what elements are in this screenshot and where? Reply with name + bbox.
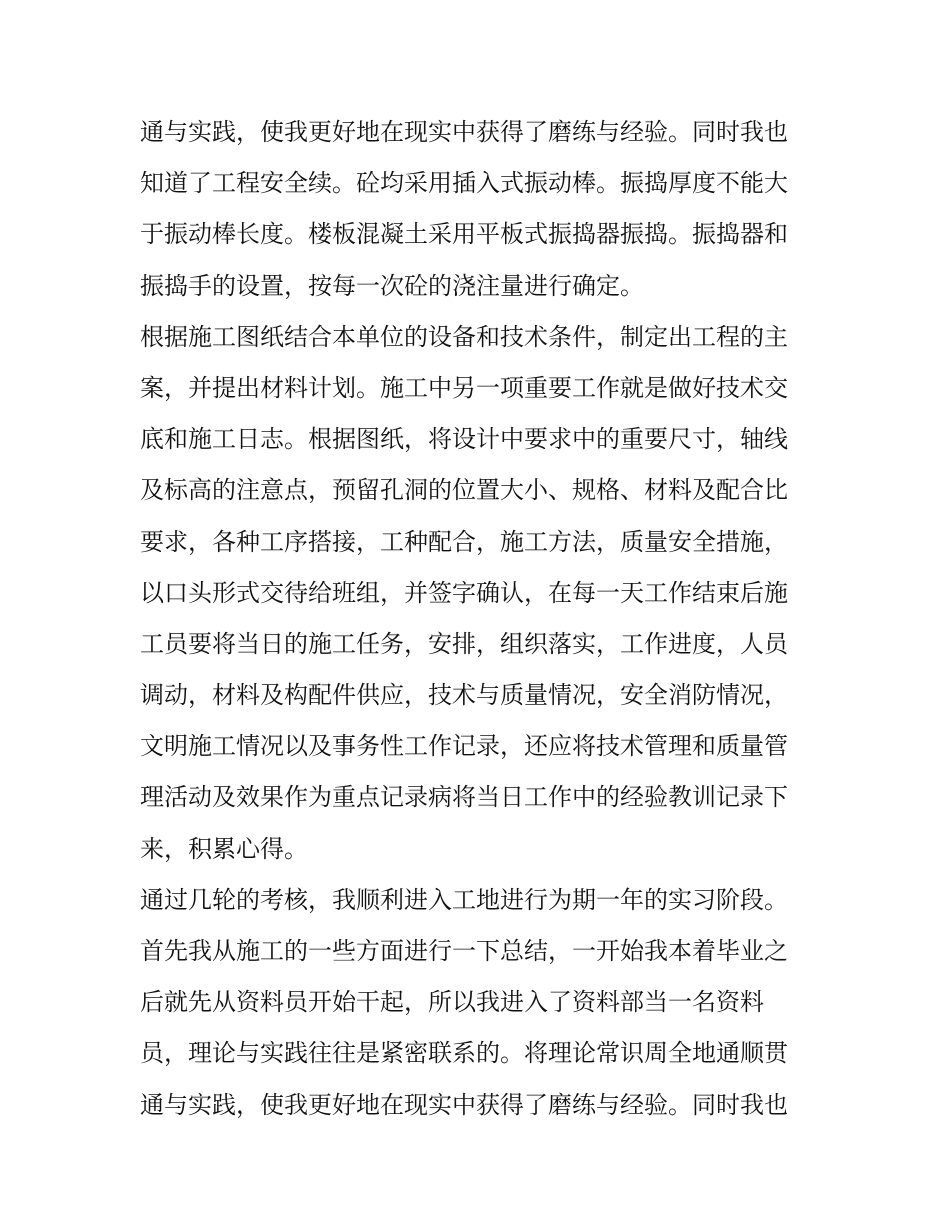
text-line: 及标高的注意点，预留孔洞的位置大小、规格、材料及配合比	[140, 476, 788, 505]
text-line: 知道了工程安全续。砼均采用插入式振动棒。振捣厚度不能大	[140, 169, 788, 198]
text-line: 底和施工日志。根据图纸，将设计中要求中的重要尺寸，轴线	[140, 425, 788, 454]
text-line: 文明施工情况以及事务性工作记录，还应将技术管理和质量管	[140, 732, 788, 761]
text-line: 来，积累心得。	[140, 834, 308, 863]
body-text	[140, 107, 820, 1131]
text-line: 工员要将当日的施工任务，安排，组织落实，工作进度，人员	[140, 629, 788, 658]
text-line: 通与实践，使我更好地在现实中获得了磨练与经验。同时我也	[140, 118, 788, 146]
text-line: 通过几轮的考核，我顺利进入工地进行为期一年的实习阶段。	[140, 885, 788, 914]
text-line: 根据施工图纸结合本单位的设备和技术条件，制定出工程的主	[140, 322, 788, 351]
text-line: 调动，材料及构配件供应，技术与质量情况，安全消防情况，	[140, 681, 788, 710]
text-line: 要求，各种工序搭接，工种配合，施工方法，质量安全措施，	[140, 527, 788, 556]
text-line: 理活动及效果作为重点记录病将当日工作中的经验教训记录下	[140, 783, 788, 812]
text-line: 于振动棒长度。楼板混凝土采用平板式振捣器振捣。振捣器和	[140, 220, 788, 249]
text-line: 振捣手的设置，按每一次砼的浇注量进行确定。	[140, 271, 644, 300]
text-line: 后就先从资料员开始干起，所以我进入了资料部当一名资料	[140, 988, 764, 1017]
text-line: 以口头形式交待给班组，并签字确认，在每一天工作结束后施	[140, 578, 788, 607]
text-line: 案，并提出材料计划。施工中另一项重要工作就是做好技术交	[140, 373, 788, 402]
text-line: 通与实践，使我更好地在现实中获得了磨练与经验。同时我也	[140, 1090, 788, 1119]
text-line: 员，理论与实践往往是紧密联系的。将理论常识周全地通顺贯	[140, 1039, 788, 1068]
text-line: 首先我从施工的一些方面进行一下总结，一开始我本着毕业之	[140, 937, 788, 965]
